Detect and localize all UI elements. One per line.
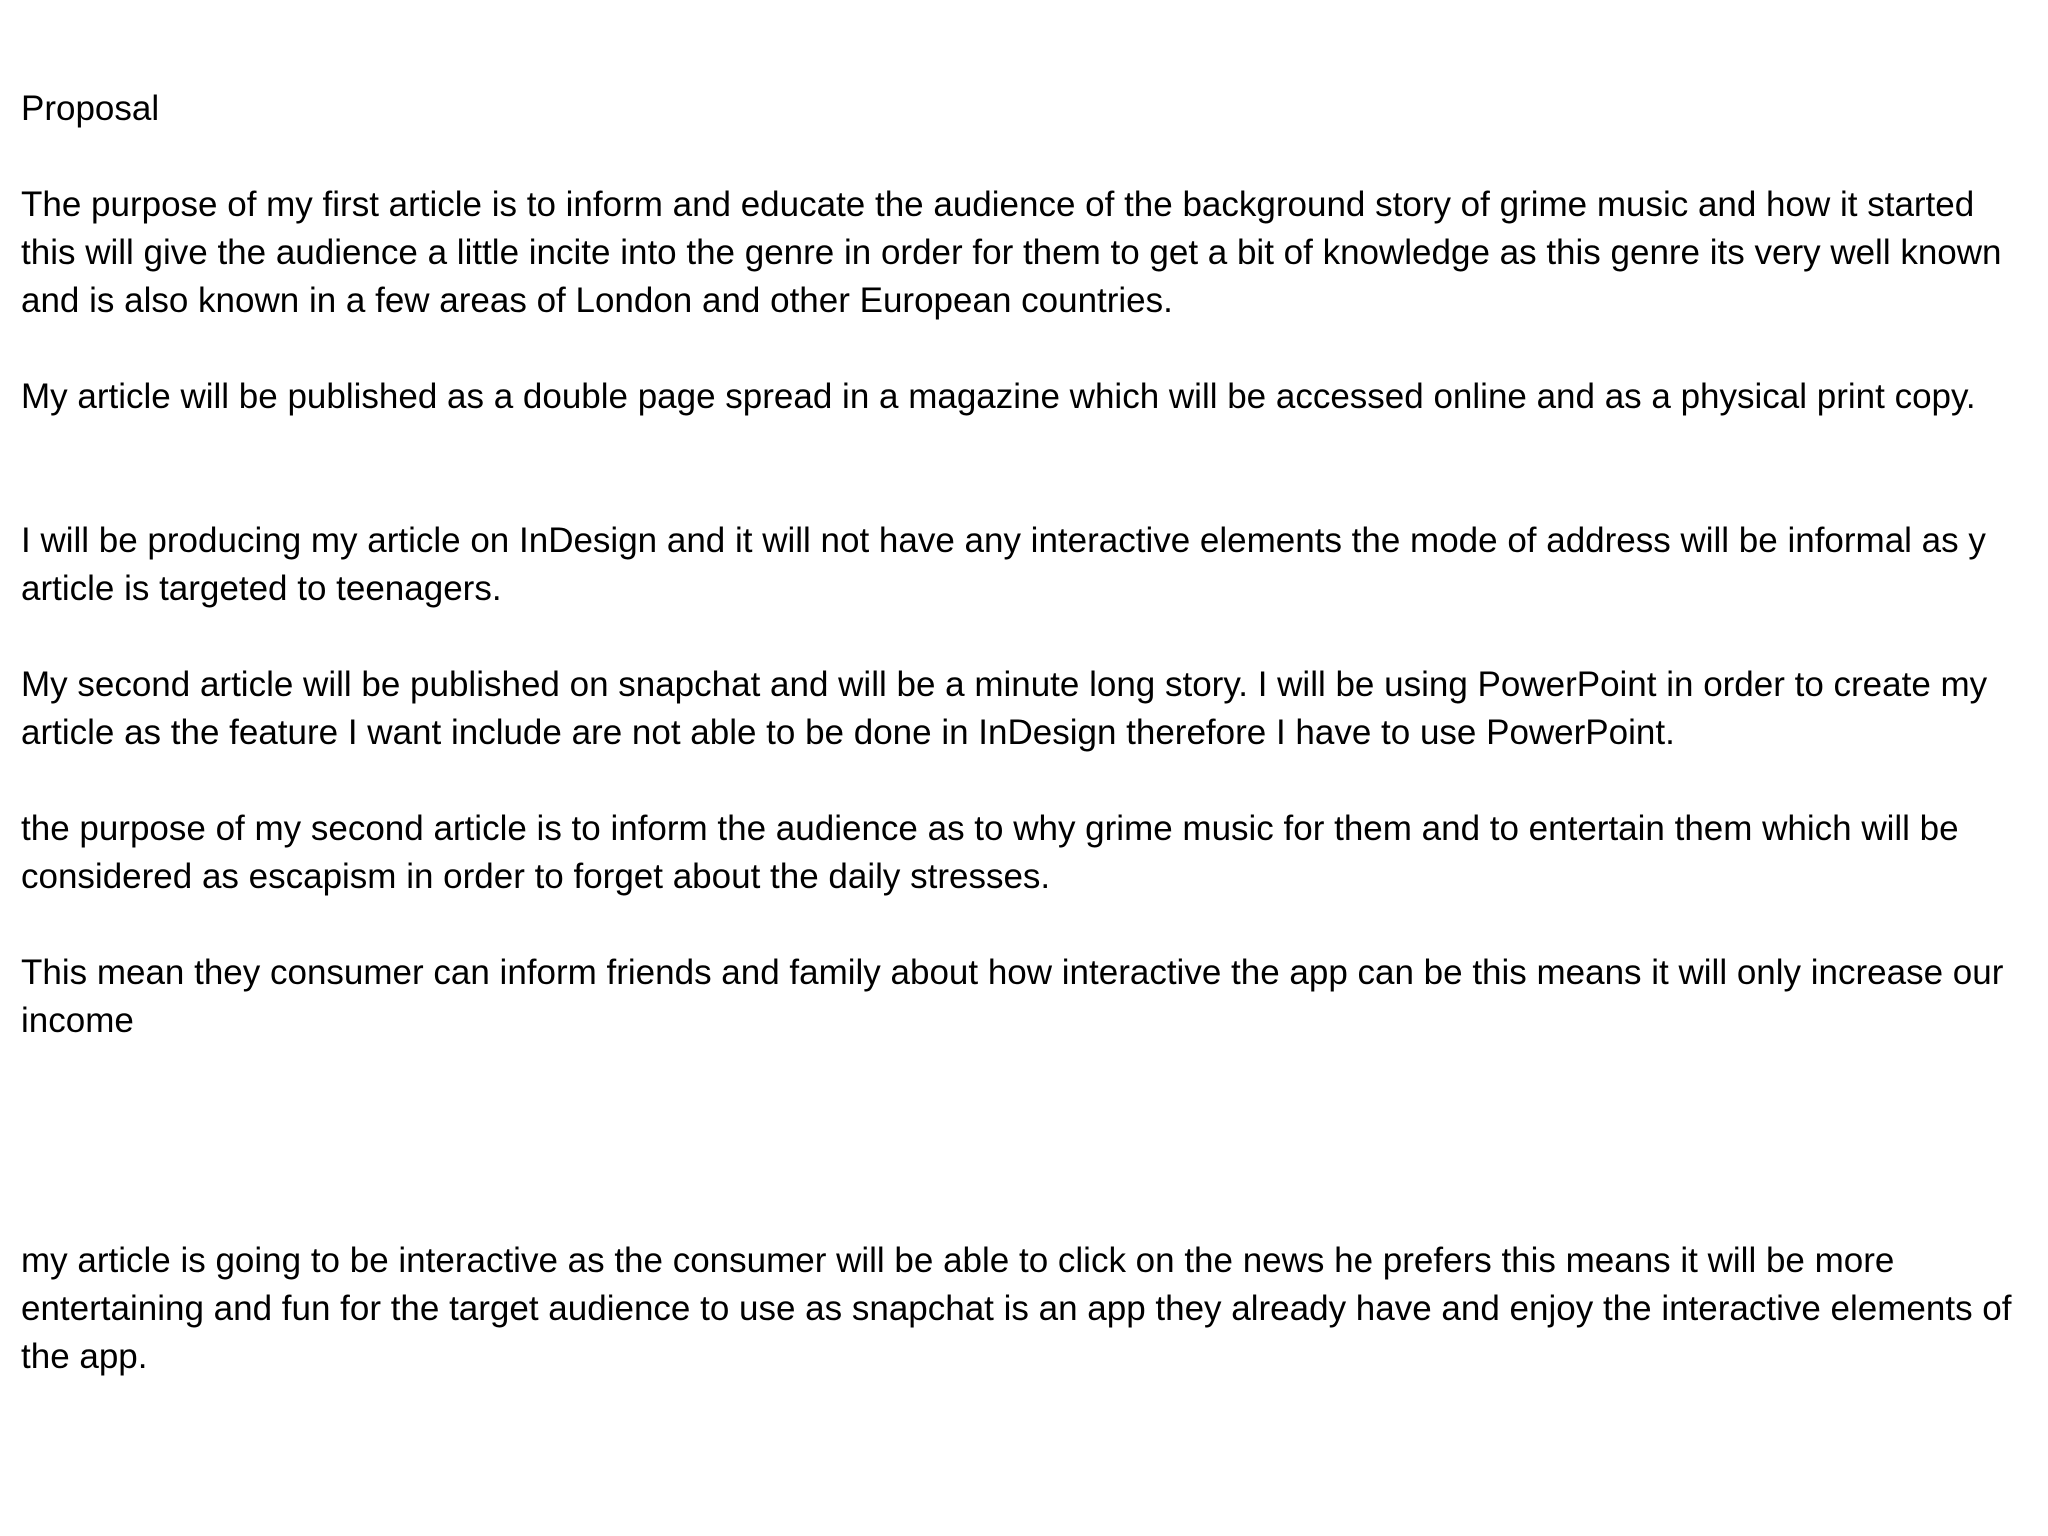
paragraph-production-software: I will be producing my article on InDesign and it will not have any interactive elements the mode of address will be informal as y article is targeted to teenagers. <box>21 521 1986 608</box>
paragraph-publication-format: My article will be published as a double page spread in a magazine which will be accessed online and as a physical print copy. <box>21 377 1976 416</box>
paragraph-consumer-income: This mean they consumer can inform friends and family about how interactive the app can be this means it will only increase our income <box>21 953 2004 1040</box>
document-title: Proposal <box>21 89 160 128</box>
paragraph-second-article-platform: My second article will be published on snapchat and will be a minute long story. I will be using PowerPoint in order to create my article as the feature I want include are not able to be done in InDesign therefore I have to use PowerPoint. <box>21 665 1988 752</box>
paragraph-interactivity: my article is going to be interactive as the consumer will be able to click on the news he prefers this means it will be more entertaining and fun for the target audience to use as snapchat is an app they already have and enjoy the interactive elements of the app. <box>21 1241 2012 1376</box>
paragraph-first-article-purpose: The purpose of my first article is to inform and educate the audience of the background story of grime music and how it started this will give the audience a little incite into the genre in order for them to get a bit of knowledge as this genre its very well known and is also known in a few areas of London and other European countries. <box>21 185 2002 320</box>
paragraph-second-article-purpose: the purpose of my second article is to inform the audience as to why grime music for them and to entertain them which will be considered as escapism in order to forget about the daily stresses. <box>21 809 1959 896</box>
